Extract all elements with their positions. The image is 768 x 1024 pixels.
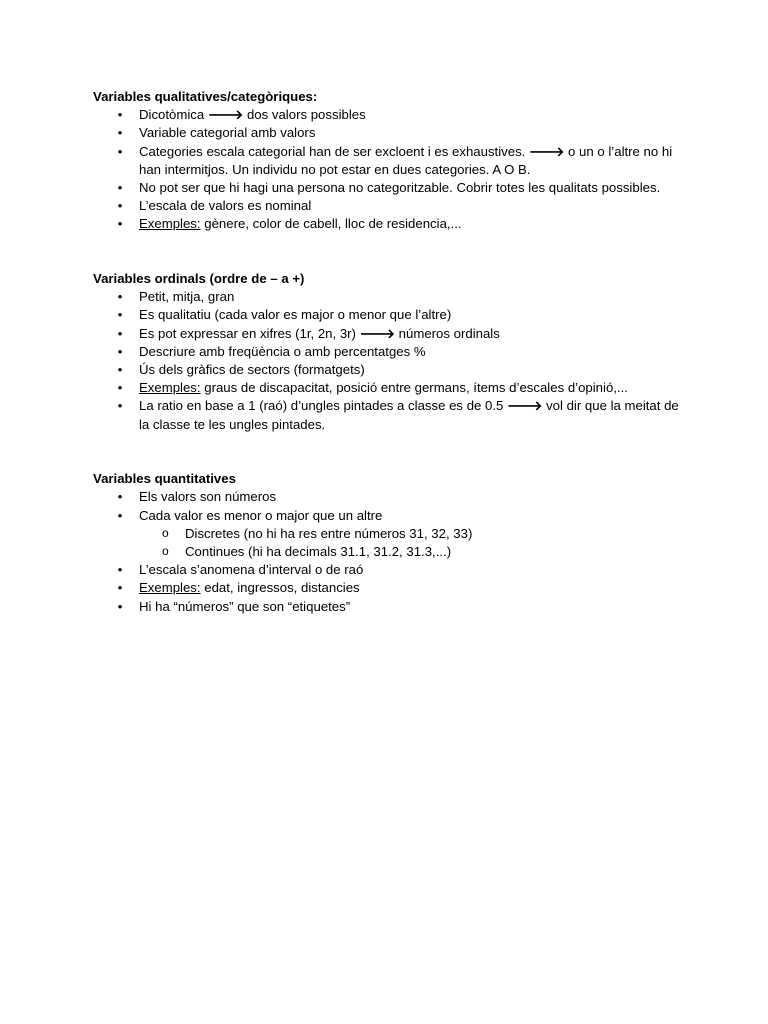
section-heading: Variables quantitatives bbox=[93, 471, 236, 487]
list-item bbox=[93, 397, 683, 433]
list-item bbox=[93, 507, 683, 562]
arrow-right-icon: 🡒 bbox=[529, 143, 565, 159]
list-item bbox=[93, 325, 683, 343]
examples-label: Exemples: bbox=[139, 580, 201, 596]
list-item bbox=[93, 579, 683, 597]
list-item bbox=[93, 343, 683, 361]
hollow-bullet-icon: o bbox=[162, 525, 169, 540]
bullet-icon: • bbox=[117, 380, 123, 396]
bullet-icon: • bbox=[117, 125, 123, 141]
bullet-list bbox=[93, 288, 683, 434]
list-item bbox=[93, 488, 683, 506]
arrow-right-icon: 🡒 bbox=[507, 398, 543, 414]
sub-bullet-list bbox=[139, 525, 683, 561]
list-item bbox=[93, 561, 683, 579]
bullet-icon: • bbox=[117, 362, 123, 377]
section-ordinals bbox=[93, 270, 683, 434]
item-text: graus de discapacitat, posició entre germans, ítems d’escales d’opinió,... bbox=[204, 380, 628, 396]
bullet-icon: • bbox=[117, 107, 123, 123]
section-heading: Variables ordinals (ordre de – a +) bbox=[93, 271, 305, 286]
list-item bbox=[93, 379, 683, 397]
section-qualitatives bbox=[93, 88, 683, 234]
list-item bbox=[93, 306, 683, 324]
bullet-icon: • bbox=[117, 325, 123, 341]
item-text: Descriure amb freqüència o amb percentatges % bbox=[139, 343, 426, 359]
bullet-icon: • bbox=[117, 398, 123, 414]
examples-label: Exemples: bbox=[139, 216, 201, 232]
hollow-bullet-icon: o bbox=[162, 544, 169, 558]
list-item bbox=[93, 361, 683, 379]
arrow-right-icon: 🡒 bbox=[359, 325, 395, 341]
bullet-icon: • bbox=[117, 216, 123, 232]
item-text: Es pot expressar en xifres (1r, 2n, 3r) bbox=[139, 325, 356, 341]
item-text: Hi ha “números” que son “etiquetes” bbox=[139, 598, 351, 614]
sub-list-item bbox=[139, 543, 683, 561]
bullet-list bbox=[93, 488, 683, 615]
bullet-icon: • bbox=[117, 143, 123, 159]
item-text: Es qualitatiu (cada valor es major o menor que l’altre) bbox=[139, 307, 452, 323]
bullet-icon: • bbox=[117, 289, 123, 305]
bullet-list bbox=[93, 106, 683, 233]
item-text: vol dir que la meitat de la classe te les ungles pintades. bbox=[139, 398, 679, 432]
item-text: Continues (hi ha decimals 31.1, 31.2, 31.3,...) bbox=[185, 544, 452, 559]
list-item bbox=[93, 598, 683, 616]
item-text: La ratio en base a 1 (raó) d’ungles pintades a classe es de 0.5 bbox=[139, 398, 504, 414]
bullet-icon: • bbox=[117, 562, 123, 578]
bullet-icon: • bbox=[117, 307, 123, 323]
section-quantitatives bbox=[93, 470, 683, 616]
list-item bbox=[93, 215, 683, 233]
list-item bbox=[93, 106, 683, 124]
list-item bbox=[93, 124, 683, 142]
section-heading: Variables qualitatives/categòriques: bbox=[93, 89, 318, 104]
bullet-icon: • bbox=[117, 598, 123, 614]
item-text: L’escala s’anomena d’interval o de raó bbox=[139, 562, 364, 578]
bullet-icon: • bbox=[117, 198, 123, 214]
item-text: edat, ingressos, distancies bbox=[204, 580, 360, 596]
arrow-right-icon: 🡒 bbox=[207, 107, 244, 123]
item-text: Variable categorial amb valors bbox=[139, 125, 316, 141]
bullet-icon: • bbox=[117, 489, 123, 505]
list-item bbox=[93, 197, 683, 215]
document-page bbox=[93, 88, 683, 616]
item-text: gènere, color de cabell, lloc de residencia,... bbox=[204, 216, 462, 232]
item-text: Cada valor es menor o major que un altre bbox=[139, 507, 383, 523]
examples-label: Exemples: bbox=[139, 380, 201, 396]
list-item bbox=[93, 288, 683, 306]
bullet-icon: • bbox=[117, 580, 123, 596]
item-text: No pot ser que hi hagi una persona no categoritzable. Cobrir totes les qualitats possibles. bbox=[139, 180, 661, 195]
item-text: Dicotòmica bbox=[139, 107, 205, 123]
sub-list-item bbox=[139, 525, 683, 543]
item-text: Petit, mitja, gran bbox=[139, 289, 235, 305]
bullet-icon: • bbox=[117, 343, 123, 359]
item-text: Els valors son números bbox=[139, 489, 277, 505]
list-item bbox=[93, 179, 683, 197]
item-text: Ús dels gràfics de sectors (formatgets) bbox=[139, 362, 365, 377]
bullet-icon: • bbox=[117, 180, 123, 195]
item-text: Categories escala categorial han de ser excloent i es exhaustives. bbox=[139, 143, 526, 159]
item-text: dos valors possibles bbox=[246, 107, 366, 123]
item-text: números ordinals bbox=[398, 325, 500, 341]
item-text: o un o l’altre no hi han intermitjos. Un individu no pot estar en dues categories. A O B. bbox=[139, 143, 673, 177]
item-text: L’escala de valors es nominal bbox=[139, 198, 312, 214]
item-text: Discretes (no hi ha res entre números 31, 32, 33) bbox=[185, 525, 473, 541]
list-item bbox=[93, 143, 683, 179]
bullet-icon: • bbox=[117, 507, 123, 523]
